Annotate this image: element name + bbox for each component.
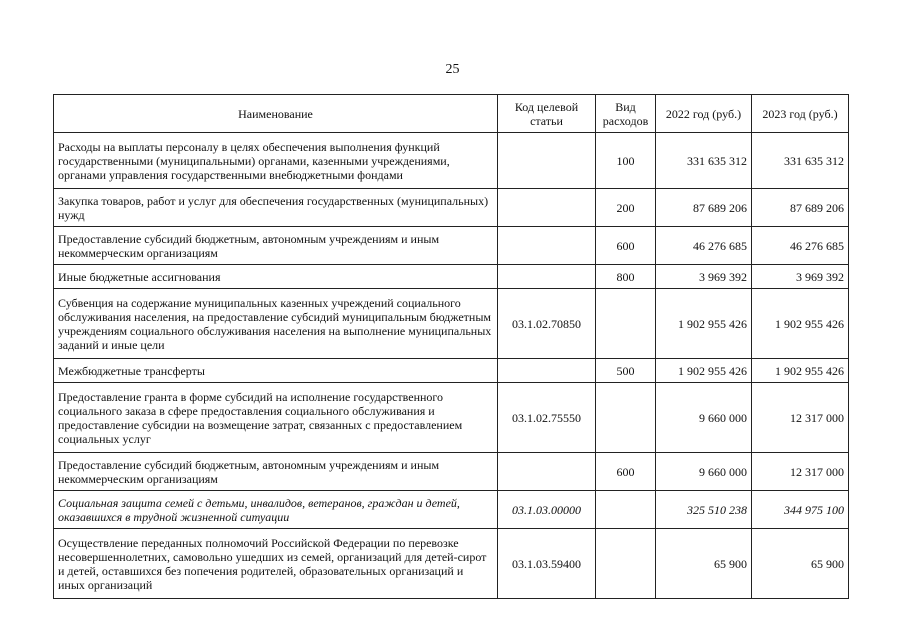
row-value-2023: 3 969 392 [752, 265, 849, 289]
row-name: Закупка товаров, работ и услуг для обеспечения государственных (муниципальных) нужд [54, 189, 498, 227]
row-value-2022: 331 635 312 [656, 133, 752, 189]
row-value-2023: 46 276 685 [752, 227, 849, 265]
header-2023: 2023 год (руб.) [752, 95, 849, 133]
row-name: Расходы на выплаты персоналу в целях обеспечения выполнения функций государственными (муниципальными) органами, казенными учреждениями, органами управления государственными внебюджетными фондами [54, 133, 498, 189]
row-value-2023: 87 689 206 [752, 189, 849, 227]
row-value-2022: 65 900 [656, 529, 752, 599]
budget-table [53, 94, 849, 599]
header-name: Наименование [54, 95, 498, 133]
row-name: Субвенция на содержание муниципальных казенных учреждений социального обслуживания населения, на предоставление субсидий муниципальным бюджетным учреждениям социального обслуживания населения на выполнение муниципальных заданий и иные цели [54, 289, 498, 359]
row-code [498, 359, 596, 383]
row-code [498, 453, 596, 491]
row-name: Предоставление субсидий бюджетным, автономным учреждениям и иным некоммерческим организациям [54, 227, 498, 265]
table-row [54, 359, 849, 383]
row-value-2023: 344 975 100 [752, 491, 849, 529]
table-row [54, 189, 849, 227]
row-type: 500 [596, 359, 656, 383]
row-code [498, 227, 596, 265]
header-code: Код целевой статьи [498, 95, 596, 133]
row-type: 200 [596, 189, 656, 227]
table-row [54, 453, 849, 491]
row-value-2023: 65 900 [752, 529, 849, 599]
row-type: 600 [596, 453, 656, 491]
row-name: Межбюджетные трансферты [54, 359, 498, 383]
row-type: 100 [596, 133, 656, 189]
table-row [54, 289, 849, 359]
row-value-2022: 87 689 206 [656, 189, 752, 227]
table-body [54, 133, 849, 599]
table-row [54, 227, 849, 265]
table-row [54, 133, 849, 189]
row-code: 03.1.02.70850 [498, 289, 596, 359]
row-code: 03.1.02.75550 [498, 383, 596, 453]
row-code [498, 265, 596, 289]
row-name: Осуществление переданных полномочий Российской Федерации по перевозке несовершеннолетних, самовольно ушедших из семей, организаций для детей-сирот и детей, оставшихся без попечения родителей, образовательных организаций и иных организаций [54, 529, 498, 599]
row-value-2023: 331 635 312 [752, 133, 849, 189]
row-value-2022: 9 660 000 [656, 383, 752, 453]
table-row [54, 265, 849, 289]
row-name: Социальная защита семей с детьми, инвалидов, ветеранов, граждан и детей, оказавшихся в трудной жизненной ситуации [54, 491, 498, 529]
row-value-2022: 1 902 955 426 [656, 289, 752, 359]
row-name: Предоставление субсидий бюджетным, автономным учреждениям и иным некоммерческим организациям [54, 453, 498, 491]
row-value-2022: 325 510 238 [656, 491, 752, 529]
row-type: 800 [596, 265, 656, 289]
row-code: 03.1.03.00000 [498, 491, 596, 529]
table-row [54, 491, 849, 529]
table-row [54, 383, 849, 453]
row-name: Иные бюджетные ассигнования [54, 265, 498, 289]
row-code: 03.1.03.59400 [498, 529, 596, 599]
table-header-row [54, 95, 849, 133]
row-code [498, 189, 596, 227]
page-number: 25 [445, 62, 460, 77]
row-value-2022: 1 902 955 426 [656, 359, 752, 383]
row-type: 600 [596, 227, 656, 265]
row-value-2022: 3 969 392 [656, 265, 752, 289]
row-name: Предоставление гранта в форме субсидий на исполнение государственного социального заказа в сфере предоставления социального обслуживания и предоставление субсидии на возмещение затрат, связанных с предоставлением социальных услуг [54, 383, 498, 453]
header-type: Вид расходов [596, 95, 656, 133]
header-2022: 2022 год (руб.) [656, 95, 752, 133]
row-value-2023: 12 317 000 [752, 453, 849, 491]
row-type [596, 383, 656, 453]
row-value-2022: 46 276 685 [656, 227, 752, 265]
row-type [596, 529, 656, 599]
row-type [596, 289, 656, 359]
row-value-2023: 1 902 955 426 [752, 359, 849, 383]
row-value-2022: 9 660 000 [656, 453, 752, 491]
row-type [596, 491, 656, 529]
row-value-2023: 1 902 955 426 [752, 289, 849, 359]
row-value-2023: 12 317 000 [752, 383, 849, 453]
row-code [498, 133, 596, 189]
table-row [54, 529, 849, 599]
